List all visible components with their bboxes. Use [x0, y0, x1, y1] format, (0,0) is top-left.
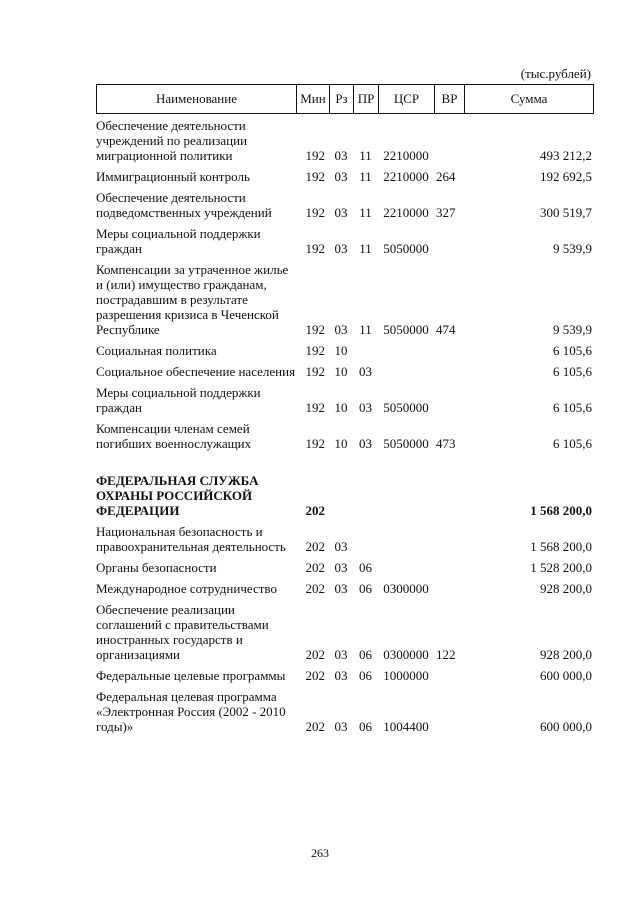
- row-pr: 03: [359, 436, 372, 451]
- table-row: [96, 190, 594, 220]
- table-header: [96, 84, 594, 114]
- row-name: Меры социальной поддержки граждан: [96, 226, 261, 256]
- row-name: Обеспечение реализации соглашений с правительствами иностранных государств и организациями: [96, 602, 269, 662]
- table-row: [96, 473, 594, 518]
- row-min: 202: [305, 539, 325, 554]
- row-min: 192: [305, 364, 325, 379]
- row-name: Федеральные целевые программы: [96, 668, 286, 683]
- row-rz: 03: [334, 581, 348, 596]
- row-min: 192: [305, 322, 325, 337]
- row-vr: 264: [436, 169, 456, 184]
- row-pr: 06: [359, 581, 372, 596]
- row-csr: 0300000: [383, 647, 429, 662]
- header-csr: ЦСР: [379, 85, 435, 113]
- row-sum: 6 105,6: [553, 436, 592, 451]
- row-rz: 03: [334, 719, 348, 734]
- row-rz: 03: [334, 647, 348, 662]
- row-sum: 6 105,6: [553, 400, 592, 415]
- row-rz: 10: [334, 343, 348, 358]
- row-name: Компенсации членам семей погибших военнослужащих: [96, 421, 252, 451]
- row-pr: 11: [359, 241, 372, 256]
- row-name: Федеральная целевая программа «Электронная Россия (2002 - 2010 годы)»: [96, 689, 286, 734]
- row-sum: 1 568 200,0: [530, 539, 592, 554]
- row-min: 192: [305, 169, 325, 184]
- row-rz: 10: [334, 436, 348, 451]
- row-name: Иммиграционный контроль: [96, 169, 250, 184]
- table-row: [96, 262, 594, 337]
- table-row: [96, 560, 594, 575]
- row-pr: 06: [359, 647, 372, 662]
- row-vr: 474: [436, 322, 456, 337]
- row-rz: 03: [334, 148, 348, 163]
- row-name: Международное сотрудничество: [96, 581, 277, 596]
- row-pr: 06: [359, 668, 372, 683]
- header-rz: Рз: [330, 85, 354, 113]
- table-row: [96, 364, 594, 379]
- table-row: [96, 581, 594, 596]
- row-min: 192: [305, 241, 325, 256]
- row-min: 192: [305, 148, 325, 163]
- row-pr: 03: [359, 400, 372, 415]
- page-number: 263: [311, 846, 329, 860]
- row-pr: 06: [359, 719, 372, 734]
- row-rz: 03: [334, 560, 348, 575]
- row-pr: 11: [359, 322, 372, 337]
- table-row: [96, 118, 594, 163]
- row-min: 202: [305, 581, 325, 596]
- row-min: 202: [305, 668, 325, 683]
- header-vr: ВР: [435, 85, 465, 113]
- row-pr: 06: [359, 560, 372, 575]
- row-min: 202: [305, 560, 325, 575]
- table-row: [96, 421, 594, 451]
- row-csr: 2210000: [383, 148, 429, 163]
- row-sum: 1 568 200,0: [530, 503, 592, 518]
- row-rz: 03: [334, 322, 348, 337]
- row-name: ФЕДЕРАЛЬНАЯ СЛУЖБА ОХРАНЫ РОССИЙСКОЙ ФЕДЕРАЦИИ: [96, 473, 259, 518]
- header-sum: Сумма: [510, 91, 548, 106]
- row-rz: 03: [334, 169, 348, 184]
- row-vr: 473: [436, 436, 456, 451]
- row-csr: 5050000: [383, 436, 429, 451]
- table-row: [96, 689, 594, 734]
- row-pr: 03: [359, 364, 372, 379]
- row-csr: 0300000: [383, 581, 429, 596]
- row-csr: 5050000: [383, 322, 429, 337]
- row-rz: 10: [334, 364, 348, 379]
- row-rz: 10: [334, 400, 348, 415]
- row-rz: 03: [334, 668, 348, 683]
- row-csr: 5050000: [383, 241, 429, 256]
- header-name: Наименование: [97, 85, 297, 113]
- row-csr: 1004400: [383, 719, 429, 734]
- row-sum: 6 105,6: [553, 364, 592, 379]
- row-vr: 327: [436, 205, 456, 220]
- row-sum: 300 519,7: [540, 205, 592, 220]
- row-rz: 03: [334, 205, 348, 220]
- row-min: 192: [305, 436, 325, 451]
- row-name: Социальное обеспечение населения: [96, 364, 296, 379]
- row-name: Обеспечение деятельности учреждений по реализации миграционной политики: [96, 118, 248, 163]
- table-body: [96, 118, 594, 740]
- row-name: Обеспечение деятельности подведомственных учреждений: [96, 190, 272, 220]
- row-rz: 03: [334, 241, 348, 256]
- table-row: [96, 343, 594, 358]
- row-csr: 2210000: [383, 169, 429, 184]
- row-name: Меры социальной поддержки граждан: [96, 385, 261, 415]
- row-csr: 5050000: [383, 400, 429, 415]
- row-name: Компенсации за утраченное жилье и (или) имущество гражданам, пострадавшим в результате разрешения кризиса в Чеченской Республике: [96, 262, 289, 337]
- row-sum: 928 200,0: [540, 581, 592, 596]
- row-min: 192: [305, 343, 325, 358]
- row-sum: 6 105,6: [553, 343, 592, 358]
- table-row: [96, 524, 594, 554]
- row-name: Социальная политика: [96, 343, 217, 358]
- header-min: Мин: [297, 85, 330, 113]
- row-csr: 2210000: [383, 205, 429, 220]
- units-label: (тыс.рублей): [520, 66, 591, 81]
- table-row: [96, 668, 594, 683]
- row-sum: 9 539,9: [553, 322, 592, 337]
- table-row: [96, 226, 594, 256]
- row-sum: 600 000,0: [540, 719, 592, 734]
- row-sum: 1 528 200,0: [530, 560, 592, 575]
- row-sum: 9 539,9: [553, 241, 592, 256]
- row-sum: 192 692,5: [540, 169, 592, 184]
- row-min: 202: [305, 719, 325, 734]
- row-pr: 11: [359, 205, 372, 220]
- row-pr: 11: [359, 148, 372, 163]
- row-min: 202: [305, 503, 325, 518]
- row-min: 202: [305, 647, 325, 662]
- table-row: [96, 385, 594, 415]
- table-row: [96, 602, 594, 662]
- row-sum: 600 000,0: [540, 668, 592, 683]
- row-name: Национальная безопасность и правоохранительная деятельность: [96, 524, 286, 554]
- row-vr: 122: [436, 647, 456, 662]
- header-pr: ПР: [354, 85, 379, 113]
- table-row: [96, 169, 594, 184]
- row-min: 192: [305, 400, 325, 415]
- row-pr: 11: [359, 169, 372, 184]
- row-csr: 1000000: [383, 668, 429, 683]
- row-sum: 493 212,2: [540, 148, 592, 163]
- row-min: 192: [305, 205, 325, 220]
- row-sum: 928 200,0: [540, 647, 592, 662]
- row-rz: 03: [334, 539, 348, 554]
- row-name: Органы безопасности: [96, 560, 217, 575]
